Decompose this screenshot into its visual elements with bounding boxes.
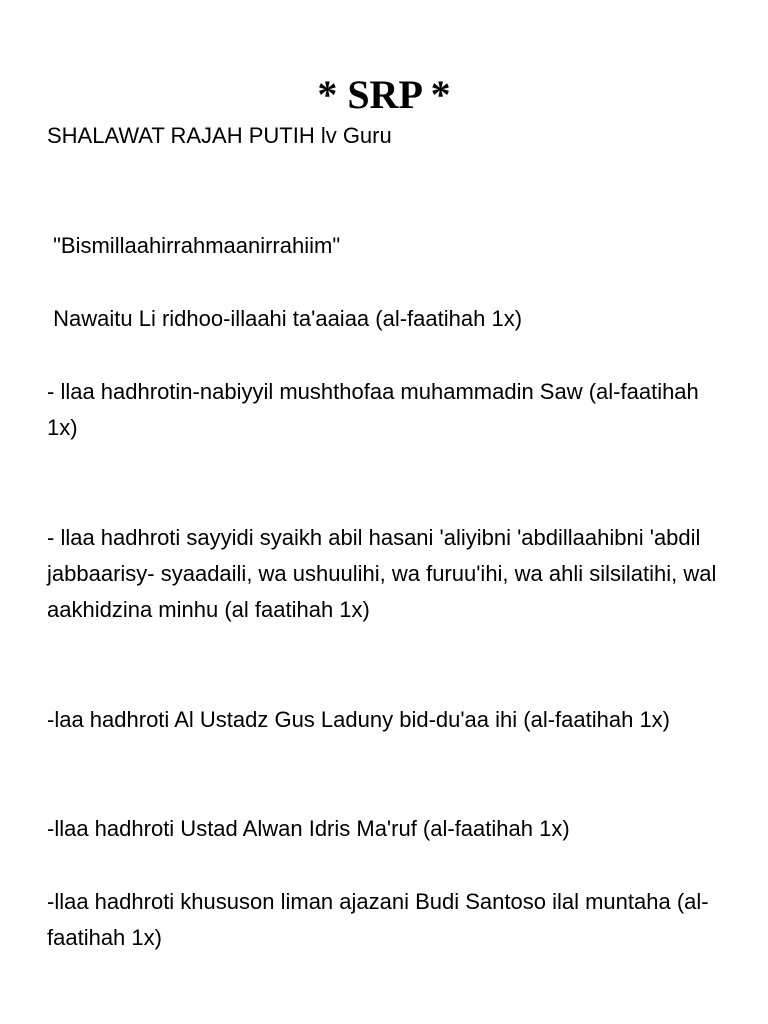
paragraph-nabi: - llaa hadhrotin-nabiyyil mushthofaa muhammadin Saw (al-faatihah 1x) xyxy=(47,379,699,440)
paragraph-bismillah: "Bismillaahirrahmaanirrahiim" xyxy=(47,233,341,258)
paragraph-syaikh: - llaa hadhroti sayyidi syaikh abil hasani 'aliyibni 'abdillaahibni 'abdil jabbaarisy- syaadaili, wa ushuulihi, wa furuu'ihi, wa ahli silsilatihi, wal aakhidzina minhu (al faatihah 1x) xyxy=(47,525,717,622)
paragraph-budi-santoso: -llaa hadhroti khususon liman ajazani Budi Santoso ilal muntaha (al-faatihah 1x) xyxy=(47,889,709,950)
paragraph-alwan-idris: -llaa hadhroti Ustad Alwan Idris Ma'ruf (al-faatihah 1x) xyxy=(47,816,570,841)
paragraph-nawaitu: Nawaitu Li ridhoo-illaahi ta'aaiaa (al-faatihah 1x) xyxy=(47,306,523,331)
page-title: * SRP * xyxy=(317,72,451,117)
paragraph-gus-laduny: -laa hadhroti Al Ustadz Gus Laduny bid-du'aa ihi (al-faatihah 1x) xyxy=(47,707,671,732)
document-subtitle: SHALAWAT RAJAH PUTIH lv Guru xyxy=(47,123,392,148)
